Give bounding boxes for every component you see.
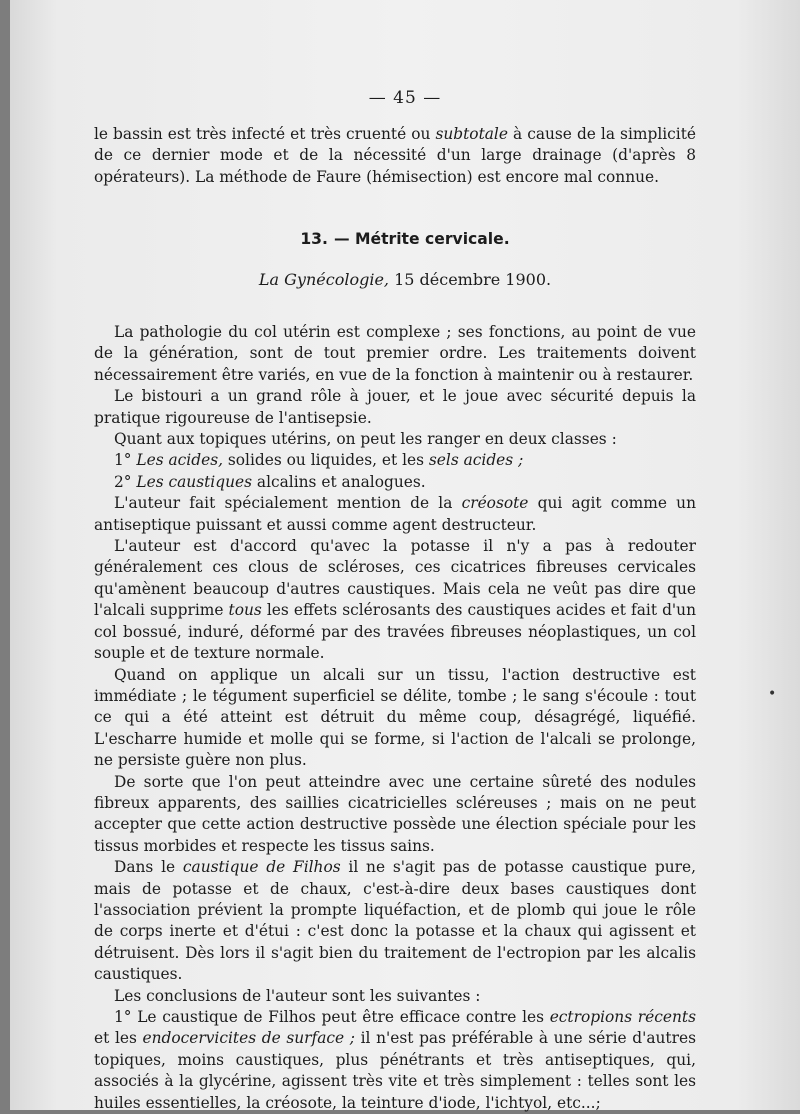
paragraph-4 [94, 450, 696, 471]
paragraph-2: Le bistouri a un grand rôle à jouer, et le joue avec sécurité depuis la pratique rigoureuse de l'antisepsie. [94, 387, 696, 427]
paragraph-12-text-a: 1° Le caustique de Filhos peut être efficace contre les [114, 1008, 550, 1026]
paragraph-7-text-a: L'auteur est d'accord qu'avec la potasse il n'y a pas à redouter généralement ces clous de scléroses, ces cicatrices fibreuses cervicales qu'amènent beaucoup d'autres caustiques. Mais cela ne veût pas dire que l'alcali supprime [94, 537, 696, 620]
paragraph-10-text-a: Dans le [114, 858, 183, 877]
paragraph-12-text-b: et les [94, 1029, 143, 1048]
paragraph-7 [94, 536, 696, 664]
paragraph-7-text-b: les effets sclérosants des caustiques acides et fait d'un col bossué, induré, déformé par des travées fibreuses néoplastiques, un col souple et de texture normale. [94, 601, 696, 663]
intro-text-a: le bassin est très infecté et très cruenté ou [94, 125, 436, 143]
recent-ectropions-term: ectropions récents [549, 1008, 696, 1026]
paragraph-1: La pathologie du col utérin est complexe ; ses fonctions, au point de vue de la génération, sont de tout premier ordre. Les traitements doivent nécessairement être variés, en vue de la fonction à maintenir ou à restaurer. [94, 323, 696, 384]
intro-emphasis: subtotale [435, 125, 508, 143]
paragraph-9: De sorte que l'on peut atteindre avec une certaine sûreté des nodules fibreux apparents, des saillies cicatricielles scléreuses ; mais on ne peut accepter que cette action destructive possède une élection spéciale pour les tissus morbides et respecte les tissus sains. [94, 772, 696, 855]
section-number: 13. [300, 230, 328, 248]
paragraph-6-text-a: L'auteur fait spécialement mention de la [114, 494, 462, 513]
list-number-2: 2° [114, 472, 137, 491]
paragraph-4-text: solides ou liquides, et les [222, 451, 429, 470]
paragraph-11: Les conclusions de l'auteur sont les suivantes : [114, 986, 481, 1005]
section-title: — Métrite cervicale. [333, 230, 510, 248]
paragraph-12 [94, 1007, 696, 1114]
intro-text-b: à cause de la simplicité de ce dernier mode et de la nécessité d'un large drainage (d'après 8 opérateurs). La méthode de Faure (hémisection) est encore mal connue. [94, 125, 696, 186]
section-heading [10, 230, 800, 248]
creosote-term: créosote [461, 494, 529, 513]
margin-dot: • [768, 686, 777, 702]
page-number: — 45 — [368, 88, 442, 108]
acid-salts-term: sels acides ; [428, 451, 524, 470]
caustics-term: Les caustiques [136, 472, 252, 491]
section-source [10, 270, 800, 289]
filhos-caustic-term: caustique de Filhos [182, 858, 341, 877]
acids-term: Les acides, [136, 451, 223, 470]
tous-term: tous [228, 601, 262, 620]
paragraph-5-text: alcalins et analogues. [252, 472, 426, 491]
source-date: 15 décembre 1900. [389, 270, 552, 289]
paragraph-6 [94, 493, 696, 536]
paragraph-10-text-b: il ne s'agit pas de potasse caustique pure, mais de potasse et de chaux, c'est-à-dire deux bases caustiques dont l'association prévient la prompte liquéfaction, et de plomb qui joue le rôle de corps inerte et d'étui : c'est donc la potasse et la chaux qui agissent et détruisent. Dès lors il s'agit bien du traitement de l'ectropion par les alcalis caustiques. [94, 858, 696, 984]
paragraph-10 [94, 857, 696, 985]
list-number-1: 1° [114, 451, 137, 470]
paragraph-8: Quand on applique un alcali sur un tissu, l'action destructive est immédiate ; le tégument superficiel se délite, tombe ; le sang s'écoule : tout ce qui a été atteint est détruit du même coup, désagrégé, liquéfié. L'escharre humide et molle qui se forme, si l'action de l'alcali se prolonge, ne persiste guère non plus. [94, 665, 696, 770]
document-page [10, 0, 800, 1110]
intro-paragraph [94, 124, 696, 188]
source-journal: La Gynécologie, [258, 270, 389, 289]
paragraph-5 [94, 472, 696, 493]
article-body [94, 322, 696, 1114]
paragraph-6-text-b: qui agit comme un antiseptique puissant et aussi comme agent destructeur. [94, 494, 696, 534]
paragraph-3: Quant aux topiques utérins, on peut les ranger en deux classes : [114, 430, 617, 449]
paragraph-12-text-c: il n'est pas préférable à une série d'autres topiques, moins caustiques, plus pénétrants et très antiseptiques, qui, associés à la glycérine, agissent très vite et très simplement : telles sont les huiles essentielles, la créosote, la teinture d'iode, l'ichtyol, etc...; [94, 1029, 696, 1112]
endocervicitis-term: endocervicites de surface ; [142, 1029, 355, 1048]
